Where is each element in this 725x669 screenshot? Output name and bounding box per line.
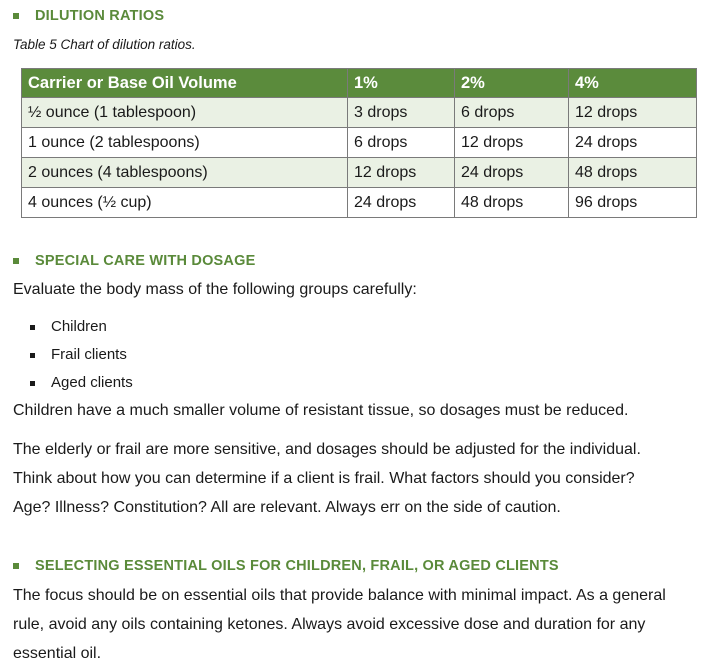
table-cell: 24 drops (348, 188, 455, 218)
header-cell: 1% (348, 69, 455, 98)
bullet-icon (30, 325, 35, 330)
paragraph-line: essential oil. (13, 645, 102, 662)
table-cell: 6 drops (455, 98, 569, 128)
table-caption: Table 5 Chart of dilution ratios. (13, 37, 196, 52)
square-bullet-icon (13, 563, 19, 569)
header-cell: Carrier or Base Oil Volume (22, 69, 348, 98)
header-cell: 2% (455, 69, 569, 98)
table-cell: 6 drops (348, 128, 455, 158)
table-cell: 12 drops (569, 98, 697, 128)
paragraph-line: Think about how you can determine if a client is frail. What factors should you consider? (13, 470, 635, 487)
list-item: Frail clients (30, 341, 133, 369)
table-row (22, 128, 697, 158)
table-cell: 3 drops (348, 98, 455, 128)
table-cell: 2 ounces (4 tablespoons) (22, 158, 348, 188)
list-item: Aged clients (30, 369, 133, 397)
children-paragraph: Children have a much smaller volume of resistant tissue, so dosages must be reduced. (13, 402, 629, 419)
table-cell: 24 drops (455, 158, 569, 188)
paragraph-line: rule, avoid any oils containing ketones. Always avoid excessive dose and duration for any (13, 616, 646, 633)
group-list (30, 313, 133, 397)
table-row (22, 158, 697, 188)
table-cell: 12 drops (348, 158, 455, 188)
bullet-icon (30, 381, 35, 386)
square-bullet-icon (13, 13, 19, 19)
table-row (22, 98, 697, 128)
table-header-row (22, 69, 697, 98)
header-cell: 4% (569, 69, 697, 98)
bullet-icon (30, 353, 35, 358)
section-heading-dosage (13, 253, 255, 269)
selecting-paragraph (13, 581, 666, 668)
paragraph-line: The elderly or frail are more sensitive, and dosages should be adjusted for the individual. (13, 441, 641, 458)
heading-text: DILUTION RATIOS (35, 8, 165, 24)
table-cell: 1 ounce (2 tablespoons) (22, 128, 348, 158)
paragraph-line: The focus should be on essential oils that provide balance with minimal impact. As a general (13, 587, 666, 604)
square-bullet-icon (13, 258, 19, 264)
table-cell: 96 drops (569, 188, 697, 218)
elderly-paragraph (13, 435, 641, 522)
table-cell: 48 drops (455, 188, 569, 218)
table-cell: 4 ounces (½ cup) (22, 188, 348, 218)
heading-text: SELECTING ESSENTIAL OILS FOR CHILDREN, FRAIL, OR AGED CLIENTS (35, 558, 559, 574)
table-cell: 12 drops (455, 128, 569, 158)
list-item: Children (30, 313, 133, 341)
table-cell: ½ ounce (1 tablespoon) (22, 98, 348, 128)
table-cell: 24 drops (569, 128, 697, 158)
heading-text: SPECIAL CARE WITH DOSAGE (35, 253, 256, 269)
section-heading-dilution (13, 8, 164, 24)
dosage-intro: Evaluate the body mass of the following groups carefully: (13, 281, 417, 298)
section-heading-selecting (13, 558, 559, 574)
paragraph-line: Age? Illness? Constitution? All are relevant. Always err on the side of caution. (13, 499, 561, 516)
table-row (22, 188, 697, 218)
dilution-table (21, 68, 697, 218)
table-cell: 48 drops (569, 158, 697, 188)
